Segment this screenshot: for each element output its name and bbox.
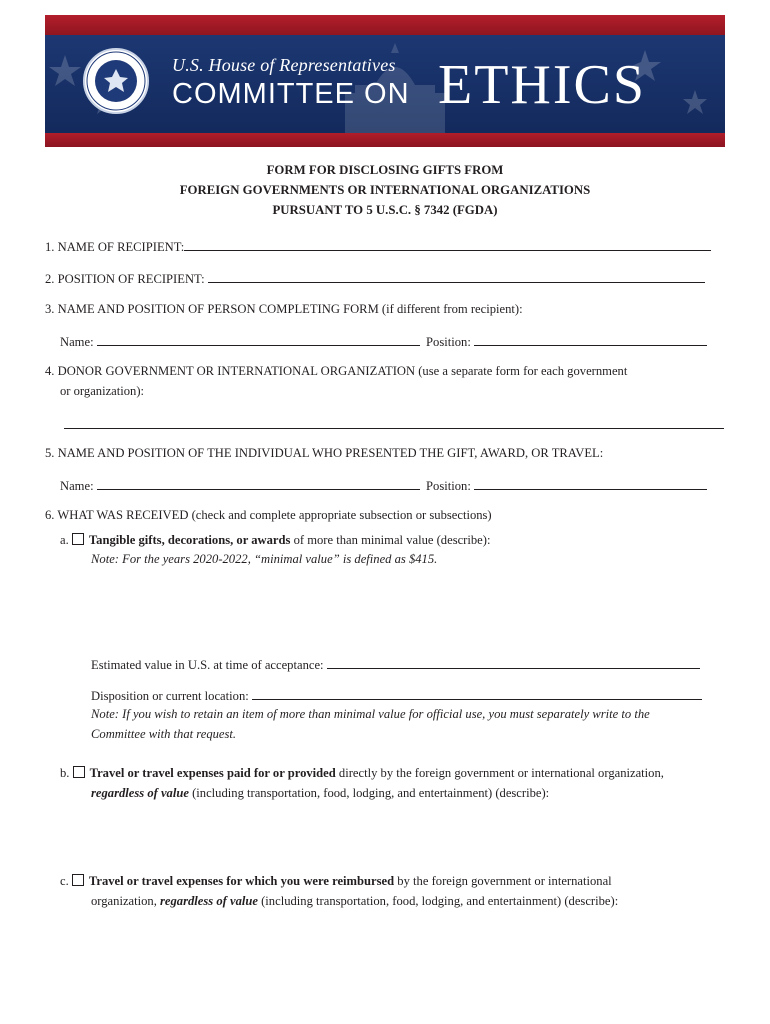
retain-item-note-line-2: Committee with that request. [91, 727, 237, 741]
tangible-gifts-description-area[interactable] [91, 575, 725, 645]
section-c-rest: by the foreign government or international [394, 874, 612, 888]
banner-red-stripe-bottom [45, 133, 725, 147]
title-line-2: FOREIGN GOVERNMENTS OR INTERNATIONAL ORGANIZATIONS [179, 183, 591, 197]
q3-name-row [60, 333, 707, 350]
section-a-bold: Tangible gifts, decorations, or awards [88, 533, 291, 547]
ethics-text: ETHICS [438, 54, 646, 116]
travel-paid-description-area[interactable] [91, 808, 725, 868]
house-seal-icon [83, 48, 149, 114]
recipient-name-field[interactable] [184, 238, 711, 251]
q3-position-label: Position: [426, 335, 471, 349]
presenter-position-field[interactable] [474, 477, 707, 490]
section-a-letter: a. [60, 533, 69, 547]
q5-name-row [60, 477, 707, 494]
section-b-line-2 [91, 786, 549, 801]
committee-on-text: COMMITTEE ON [172, 78, 410, 110]
section-c-bold: Travel or travel expenses for which you were reimbursed [88, 874, 395, 888]
question-6: 6. WHAT WAS RECEIVED (check and complete appropriate subsection or subsections) [45, 508, 492, 522]
q2-label: 2. POSITION OF RECIPIENT: [45, 272, 205, 286]
estimated-value-field[interactable] [327, 656, 700, 669]
question-1 [45, 238, 711, 255]
question-3: 3. NAME AND POSITION OF PERSON COMPLETING FORM (if different from recipient): [45, 302, 523, 316]
q4-donor-row [64, 416, 724, 433]
donor-organization-field[interactable] [64, 416, 724, 429]
section-c-regardless: regardless of value [160, 894, 258, 908]
estimated-value-label: Estimated value in U.S. at time of acceptance: [91, 658, 324, 672]
travel-paid-checkbox[interactable] [73, 766, 85, 778]
minimal-value-note: Note: For the years 2020-2022, “minimal value” is defined as $415. [91, 552, 438, 566]
completer-name-field[interactable] [97, 333, 420, 346]
section-a-heading [60, 533, 490, 548]
disposition-field[interactable] [252, 687, 702, 700]
q3-name-label: Name: [60, 335, 94, 349]
q5-name-label: Name: [60, 479, 94, 493]
section-b-regardless: regardless of value [91, 786, 189, 800]
question-2 [45, 270, 705, 287]
question-5: 5. NAME AND POSITION OF THE INDIVIDUAL WHO PRESENTED THE GIFT, AWARD, OR TRAVEL: [45, 446, 604, 460]
travel-reimbursed-description-area[interactable] [91, 916, 725, 1006]
section-c-line2-rest: (including transportation, food, lodging, and entertainment) (describe): [257, 894, 619, 908]
section-b-letter: b. [60, 766, 70, 780]
title-line-1: FORM FOR DISCLOSING GIFTS FROM [266, 163, 504, 177]
q5-position-label: Position: [426, 479, 471, 493]
disposition-label: Disposition or current location: [91, 689, 249, 703]
retain-item-note-line-1: Note: If you wish to retain an item of more than minimal value for official use, you must separately write to the [91, 707, 650, 721]
section-b-rest: directly by the foreign government or international organization, [335, 766, 664, 780]
presenter-name-field[interactable] [97, 477, 420, 490]
tangible-gifts-checkbox[interactable] [72, 533, 84, 545]
house-of-representatives-text: U.S. House of Representatives [172, 55, 396, 75]
header-banner [45, 15, 725, 147]
section-c-line-2 [91, 894, 618, 909]
section-a-rest: of more than minimal value (describe): [290, 533, 491, 547]
section-b-line2-rest: (including transportation, food, lodging, and entertainment) (describe): [188, 786, 550, 800]
question-4-line-2: or organization): [60, 384, 145, 398]
section-c-line2-start: organization, [91, 894, 161, 908]
section-b-bold: Travel or travel expenses paid for or provided [89, 766, 336, 780]
question-4-line-1: 4. DONOR GOVERNMENT OR INTERNATIONAL ORGANIZATION (use a separate form for each government [45, 364, 628, 378]
recipient-position-field[interactable] [208, 270, 705, 283]
banner-red-stripe-top [45, 15, 725, 35]
form-title [0, 160, 770, 220]
q1-label: 1. NAME OF RECIPIENT: [45, 240, 185, 254]
estimated-value-row [91, 656, 700, 673]
disposition-row [91, 687, 702, 704]
section-b-heading [60, 766, 664, 781]
title-line-3: PURSUANT TO 5 U.S.C. § 7342 (FGDA) [272, 203, 498, 217]
section-c-letter: c. [60, 874, 69, 888]
travel-reimbursed-checkbox[interactable] [72, 874, 84, 886]
section-c-heading [60, 874, 612, 889]
completer-position-field[interactable] [474, 333, 707, 346]
